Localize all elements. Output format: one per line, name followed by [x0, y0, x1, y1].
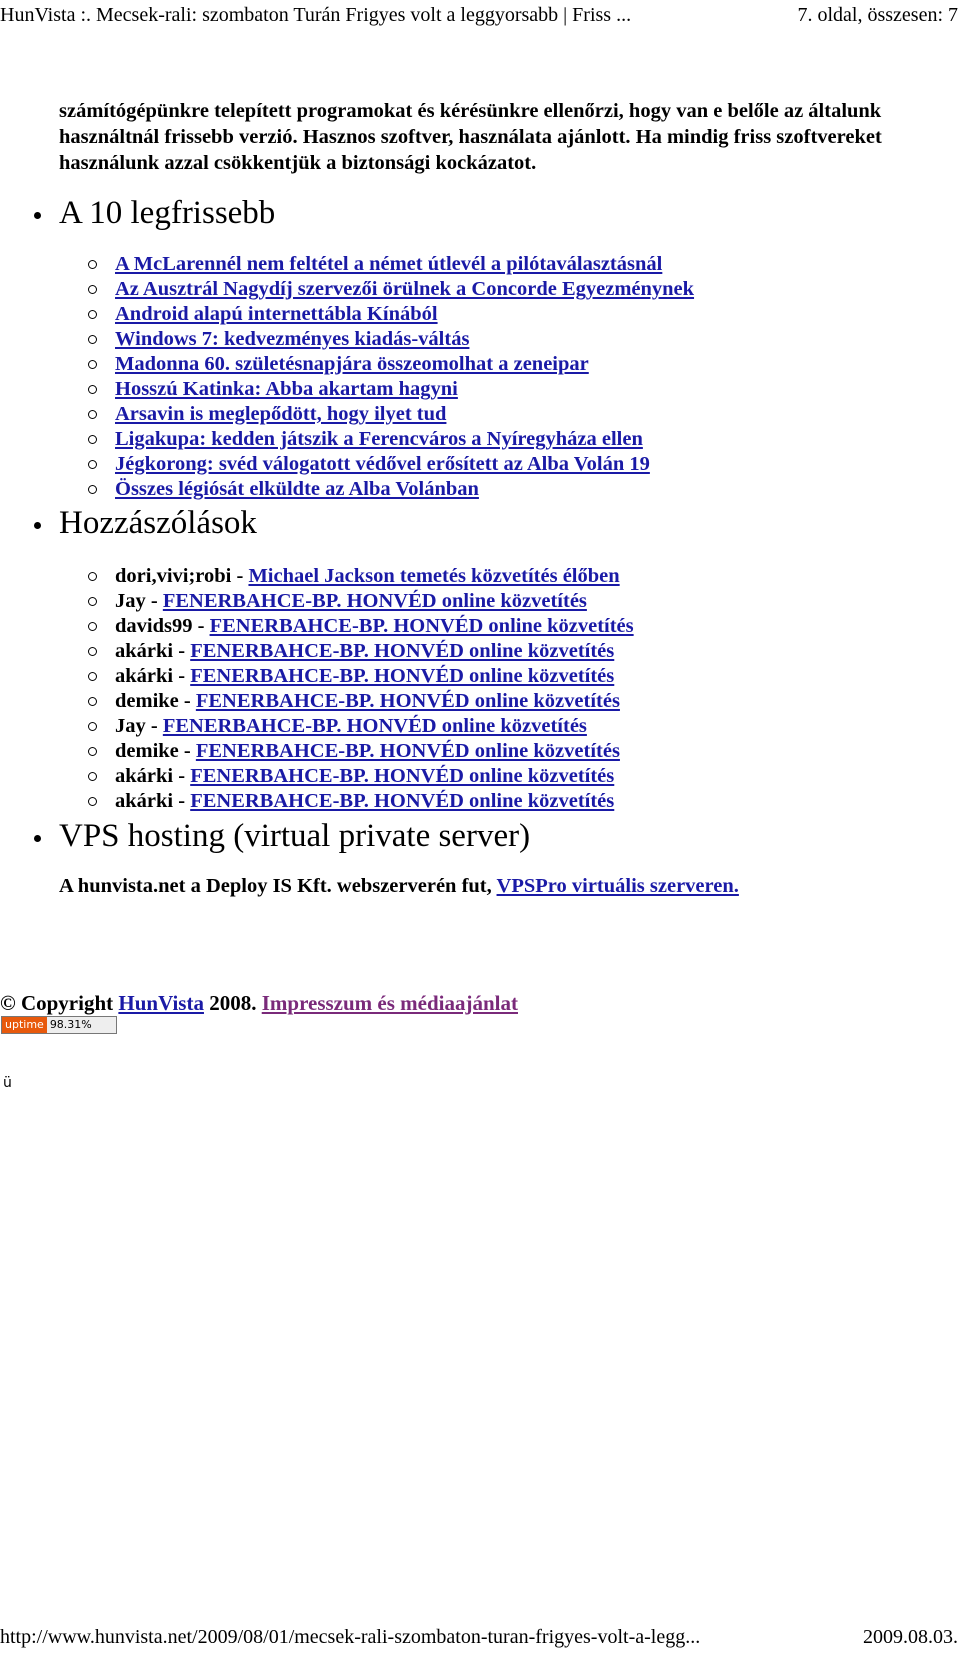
hunvista-link[interactable]: HunVista: [118, 991, 204, 1015]
list-item: [115, 739, 960, 764]
section-latest: [0, 194, 960, 502]
circle-bullet-icon: [88, 285, 97, 294]
list-item: [115, 327, 960, 352]
print-footer: [0, 1622, 960, 1652]
section-title-comments: Hozzászólások: [59, 505, 257, 541]
intro-paragraph: számítógépünkre telepített programokat és kérésünkre ellenőrzi, hogy van e belőle az általunk használtnál frissebb verzió. Hasznos szoftver, használata ajánlott. Ha mindig friss szoftvereket használunk azzal csökkentjük a biztonsági kockázatot.: [59, 100, 882, 174]
latest-article-link[interactable]: Az Ausztrál Nagydíj szervezői örülnek a Concorde Egyezménynek: [115, 278, 695, 300]
latest-article-link[interactable]: A McLarennél nem feltétel a német útlevél a pilótaválasztásnál: [115, 253, 663, 275]
uptime-label: uptime: [2, 1017, 47, 1033]
circle-bullet-icon: [88, 622, 97, 631]
section-comments: [0, 504, 960, 814]
bullet-icon: [34, 522, 41, 529]
list-item: [115, 302, 960, 327]
comment-author: dori,vivi;robi -: [115, 565, 249, 587]
list-item: [115, 714, 960, 739]
circle-bullet-icon: [88, 385, 97, 394]
list-item: [115, 614, 960, 639]
copyright-prefix: © Copyright: [0, 991, 119, 1015]
list-item: [115, 277, 960, 302]
list-item: [115, 639, 960, 664]
comment-author: akárki -: [115, 765, 191, 787]
list-item: [115, 789, 960, 814]
circle-bullet-icon: [88, 647, 97, 656]
circle-bullet-icon: [88, 460, 97, 469]
circle-bullet-icon: [88, 360, 97, 369]
circle-bullet-icon: [88, 260, 97, 269]
print-footer-date: 2009.08.03.: [863, 1625, 958, 1648]
latest-article-link[interactable]: Hosszú Katinka: Abba akartam hagyni: [115, 378, 458, 400]
copyright-line: [0, 990, 518, 1016]
bullet-icon: [34, 835, 41, 842]
list-item: [115, 477, 960, 502]
comment-author: demike -: [115, 740, 196, 762]
copyright-year: 2008.: [203, 991, 262, 1015]
impressum-link[interactable]: Impresszum és médiaajánlat: [261, 991, 518, 1015]
bullet-icon: [34, 212, 41, 219]
list-item: [115, 689, 960, 714]
print-header: [0, 0, 960, 30]
latest-article-link[interactable]: Arsavin is meglepődött, hogy ilyet tud: [115, 403, 447, 425]
comment-author: Jay -: [115, 590, 163, 612]
list-item: [115, 589, 960, 614]
circle-bullet-icon: [88, 435, 97, 444]
latest-article-link[interactable]: Windows 7: kedvezményes kiadás-váltás: [115, 328, 470, 350]
comment-author: davids99 -: [115, 615, 210, 637]
comment-article-link[interactable]: FENERBAHCE-BP. HONVÉD online közvetítés: [190, 665, 615, 687]
list-item: [115, 664, 960, 689]
circle-bullet-icon: [88, 572, 97, 581]
circle-bullet-icon: [88, 747, 97, 756]
list-item: [115, 764, 960, 789]
comment-author: demike -: [115, 690, 196, 712]
circle-bullet-icon: [88, 697, 97, 706]
circle-bullet-icon: [88, 772, 97, 781]
uptime-badge[interactable]: [1, 1016, 117, 1034]
comment-article-link[interactable]: FENERBAHCE-BP. HONVÉD online közvetítés: [190, 640, 615, 662]
latest-article-link[interactable]: Madonna 60. születésnapjára összeomolhat a zeneipar: [115, 353, 589, 375]
comment-article-link[interactable]: FENERBAHCE-BP. HONVÉD online közvetítés: [195, 690, 620, 712]
list-item: [115, 377, 960, 402]
circle-bullet-icon: [88, 722, 97, 731]
comment-article-link[interactable]: FENERBAHCE-BP. HONVÉD online közvetítés: [162, 590, 587, 612]
latest-article-link[interactable]: Ligakupa: kedden játszik a Ferencváros a Nyíregyháza ellen: [115, 428, 643, 450]
comment-article-link[interactable]: Michael Jackson temetés közvetítés élőben: [248, 565, 620, 587]
list-item: [115, 427, 960, 452]
section-hosting: [0, 817, 960, 899]
latest-article-link[interactable]: Android alapú internettábla Kínából: [115, 303, 438, 325]
latest-article-link[interactable]: Jégkorong: svéd válogatott védővel erősített az Alba Volán 19: [115, 453, 650, 475]
latest-list: [59, 252, 960, 502]
comments-list: [59, 564, 960, 814]
latest-article-link[interactable]: Összes légiósát elküldte az Alba Volánban: [115, 478, 479, 500]
comment-author: akárki -: [115, 790, 191, 812]
list-item: [115, 402, 960, 427]
section-title-latest: A 10 legfrissebb: [59, 195, 276, 231]
vpspro-link[interactable]: VPSPro virtuális szerveren.: [496, 875, 739, 897]
list-item: [115, 564, 960, 589]
comment-author: akárki -: [115, 665, 191, 687]
circle-bullet-icon: [88, 797, 97, 806]
main-content: [0, 98, 960, 899]
circle-bullet-icon: [88, 597, 97, 606]
comment-author: akárki -: [115, 640, 191, 662]
hosting-description: A hunvista.net a Deploy IS Kft. webszerverén fut,: [59, 875, 497, 897]
comment-article-link[interactable]: FENERBAHCE-BP. HONVÉD online közvetítés: [190, 765, 615, 787]
section-title-hosting: VPS hosting (virtual private server): [59, 818, 531, 854]
uptime-value: 98.31%: [47, 1017, 116, 1033]
circle-bullet-icon: [88, 310, 97, 319]
circle-bullet-icon: [88, 335, 97, 344]
smiley-icon: ü: [3, 1075, 12, 1091]
sidebar-sections: [0, 194, 960, 899]
circle-bullet-icon: [88, 485, 97, 494]
list-item: [115, 352, 960, 377]
print-footer-url: http://www.hunvista.net/2009/08/01/mecsek-rali-szombaton-turan-frigyes-volt-a-legg...: [0, 1625, 701, 1648]
hosting-text: [59, 873, 960, 899]
circle-bullet-icon: [88, 410, 97, 419]
comment-article-link[interactable]: FENERBAHCE-BP. HONVÉD online közvetítés: [209, 615, 634, 637]
comment-article-link[interactable]: FENERBAHCE-BP. HONVÉD online közvetítés: [162, 715, 587, 737]
list-item: [115, 252, 960, 277]
comment-article-link[interactable]: FENERBAHCE-BP. HONVÉD online közvetítés: [195, 740, 620, 762]
print-header-page: 7. oldal, összesen: 7: [797, 3, 958, 26]
list-item: [115, 452, 960, 477]
circle-bullet-icon: [88, 672, 97, 681]
print-header-title: HunVista :. Mecsek-rali: szombaton Turán Frigyes volt a leggyorsabb | Friss ...: [0, 3, 632, 26]
comment-author: Jay -: [115, 715, 163, 737]
comment-article-link[interactable]: FENERBAHCE-BP. HONVÉD online közvetítés: [190, 790, 615, 812]
